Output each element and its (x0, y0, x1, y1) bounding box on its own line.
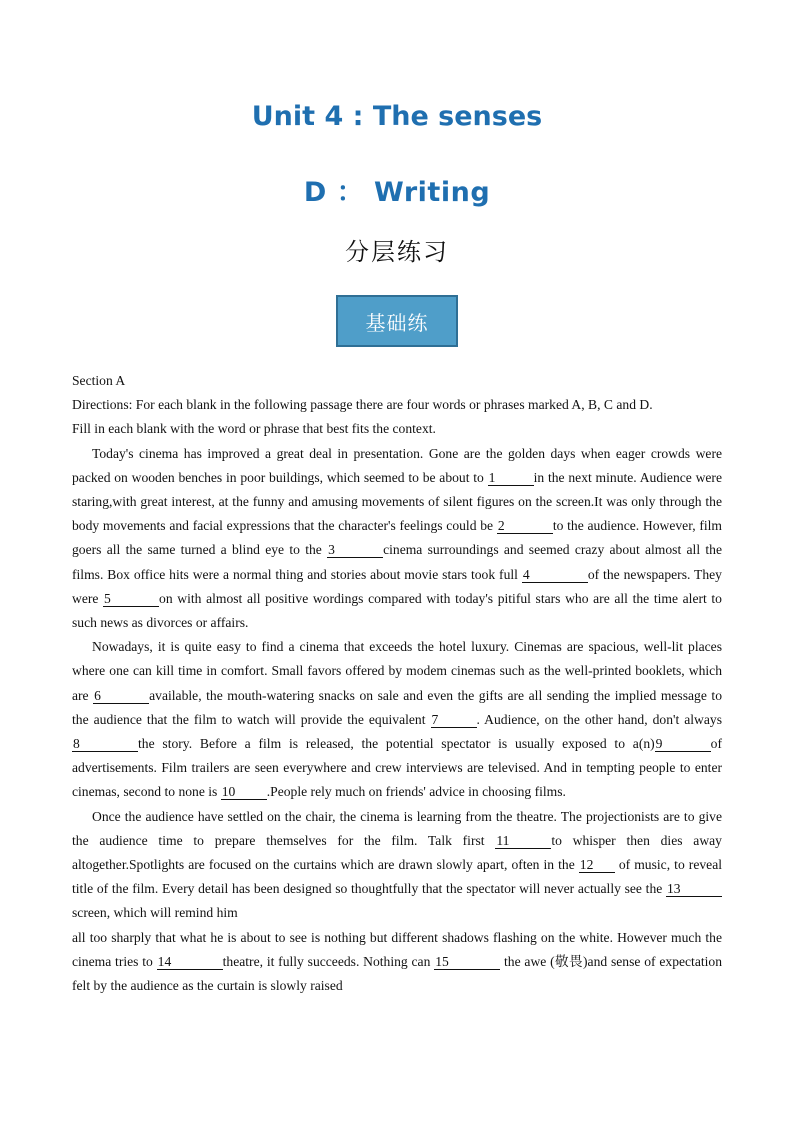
passage-text: theatre, it fully succeeds. Nothing can (222, 953, 435, 969)
passage-paragraph-2 (72, 635, 722, 804)
passage-text: available, the mouth-watering snacks on sale and even the gifts are all sending the implied message to the audience that the film to watch will provide the equivalent (72, 687, 722, 727)
passage-text: all too sharply that what he is about to see is nothing but different shadows flashing on the white. However much the cinema tries to (72, 929, 722, 969)
exercise-body (72, 369, 722, 998)
unit-title: Unit 4 : The senses (251, 101, 543, 132)
blank-5[interactable]: 5 (103, 591, 159, 607)
blank-10[interactable]: 10 (221, 784, 267, 800)
blank-11[interactable]: 11 (495, 833, 551, 849)
passage-text: . Audience, on the other hand, don't always (476, 711, 722, 727)
passage-text: the story. Before a film is released, the potential spectator is usually exposed to a(n) (138, 736, 655, 752)
passage-text: to whisper then dies away altogether.Spotlights are focused on the curtains which are drawn slowly apart, often in the (72, 832, 722, 873)
blank-12[interactable]: 12 (579, 857, 615, 873)
passage-paragraph-3 (72, 805, 722, 926)
blank-1[interactable]: 1 (488, 470, 534, 486)
blank-4[interactable]: 4 (522, 567, 588, 583)
passage-text: .People rely much on friends' advice in choosing films. (266, 784, 566, 800)
passage-text: of the newspapers. They were (72, 566, 722, 606)
passage-text: in the next minute. Audience were staring,with great interest, at the funny and amusing movements of silent figures on the screen.It was only through the body movements and facial expressions that the character's feelings could be (72, 469, 722, 534)
directions-line-2: Fill in each blank with the word or phrase that best fits the context. (72, 421, 436, 437)
blank-15[interactable]: 15 (434, 954, 500, 970)
blank-3[interactable]: 3 (327, 542, 383, 558)
passage-text: Today's cinema has improved a great deal in presentation. Gone are the golden days when eager crowds were packed on wooden benches in poor buildings, which seemed to be about to (72, 445, 722, 485)
passage-text: Nowadays, it is quite easy to find a cinema that exceeds the hotel luxury. Cinemas are spacious, well-lit places where one can kill time in comfort. Small favors offered by modem cinemas such as the well-printed booklets, which are (72, 639, 722, 703)
blank-2[interactable]: 2 (497, 518, 553, 534)
passage-text: screen, which will remind him (72, 905, 238, 921)
passage-text: of advertisements. Film trailers are seen everywhere and crew interviews are televised. And in tempting people to enter cinemas, second to none is (72, 736, 722, 800)
blank-9[interactable]: 9 (655, 736, 711, 752)
passage-paragraph-1 (72, 442, 722, 636)
passage-text: on with almost all positive wordings compared with today's pitiful stars who are all the time alert to such news as divorces or affairs. (72, 590, 722, 631)
blank-7[interactable]: 7 (431, 712, 477, 728)
level-badge: 基础练 (336, 295, 458, 347)
passage-text: cinema surroundings and seemed crazy about almost all the films. Box office hits were a normal thing and stories about movie stars took full (72, 542, 722, 582)
section-label: Section A (72, 373, 126, 388)
section-title: D ： Writing (303, 177, 491, 208)
passage-paragraph-3-continued (72, 926, 722, 999)
passage-text: Once the audience have settled on the chair, the cinema is learning from the theatre. The projectionists are to give the audience time to prepare themselves for the film. Talk first (72, 808, 722, 848)
blank-14[interactable]: 14 (157, 954, 223, 970)
blank-13[interactable]: 13 (666, 881, 722, 897)
blank-6[interactable]: 6 (93, 688, 149, 704)
passage-text: the awe (敬畏)and sense of expectation felt by the audience as the curtain is slowly raised (72, 953, 723, 994)
directions-line-1: Directions: For each blank in the following passage there are four words or phrases marked A, B, C and D. (72, 397, 653, 413)
blank-8[interactable]: 8 (72, 736, 138, 752)
passage-text: of music, to reveal title of the film. Every detail has been designed so thoughtfully that the spectator will never actually see the (72, 857, 723, 897)
passage-text: to the audience. However, film goers all the same turned a blind eye to the (72, 518, 722, 558)
subtitle: 分层练习 (345, 238, 449, 266)
